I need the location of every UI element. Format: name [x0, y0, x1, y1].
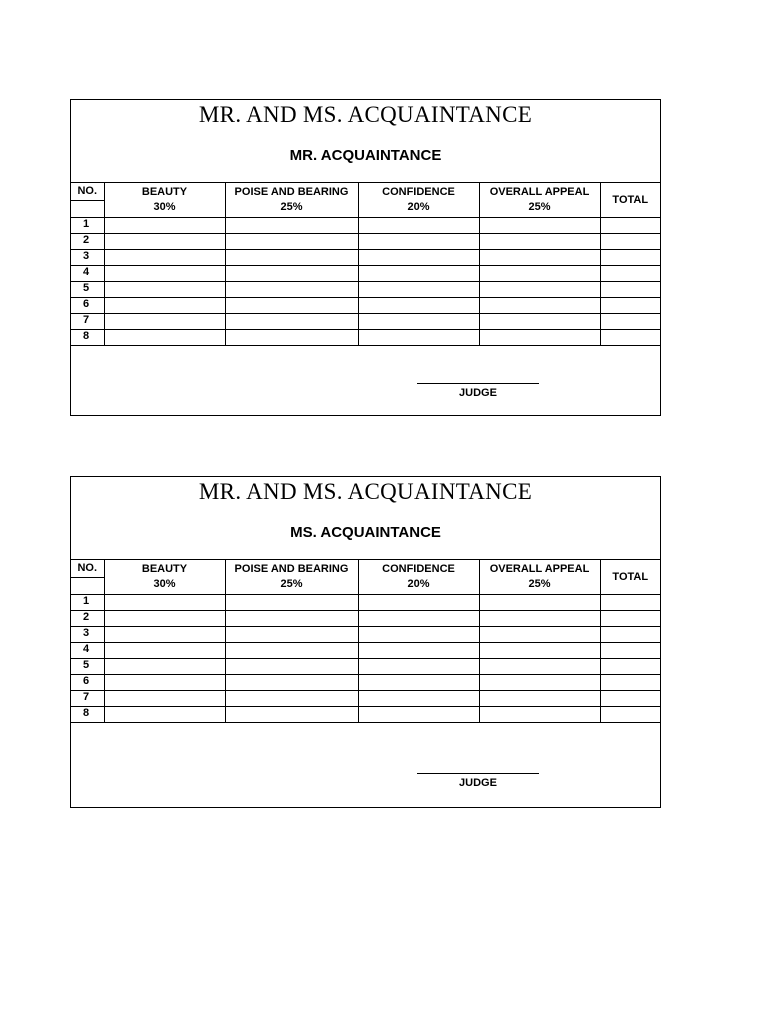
row-number: 6 — [71, 298, 104, 314]
total-cell[interactable] — [600, 250, 660, 266]
no-header-label: NO. — [77, 185, 98, 197]
table-row — [71, 659, 660, 675]
sheet-title: MR. AND MS. ACQUAINTANCE — [198, 102, 533, 127]
score-cell[interactable] — [104, 627, 225, 643]
criterion-name: BEAUTY — [141, 563, 188, 575]
score-cell[interactable] — [104, 298, 225, 314]
score-cell[interactable] — [358, 298, 479, 314]
score-cell[interactable] — [104, 611, 225, 627]
criterion-name: BEAUTY — [141, 186, 188, 198]
total-header: TOTAL — [600, 183, 660, 218]
table-row — [71, 314, 660, 330]
row-number: 3 — [71, 250, 104, 266]
criterion-name: POISE AND BEARING — [234, 186, 349, 198]
table-row — [71, 707, 660, 723]
score-cell[interactable] — [104, 595, 225, 611]
row-number: 1 — [71, 595, 104, 611]
table-row — [71, 595, 660, 611]
score-cell[interactable] — [479, 611, 600, 627]
criterion-percent: 30% — [153, 201, 176, 213]
table-row — [71, 691, 660, 707]
score-cell[interactable] — [104, 314, 225, 330]
judge-label: JUDGE — [459, 387, 497, 399]
score-cell[interactable] — [225, 659, 358, 675]
criterion-header — [225, 183, 358, 218]
total-cell[interactable] — [600, 330, 660, 346]
criterion-header — [358, 560, 479, 595]
score-cell[interactable] — [225, 611, 358, 627]
total-cell[interactable] — [600, 611, 660, 627]
criterion-header — [104, 183, 225, 218]
score-cell[interactable] — [479, 659, 600, 675]
score-cell[interactable] — [225, 314, 358, 330]
score-cell[interactable] — [479, 643, 600, 659]
score-cell[interactable] — [225, 282, 358, 298]
score-cell[interactable] — [358, 675, 479, 691]
row-number: 6 — [71, 675, 104, 691]
score-sheet-ms — [70, 476, 661, 808]
score-table — [71, 182, 660, 346]
criterion-percent: 20% — [407, 201, 430, 213]
criterion-percent: 20% — [407, 578, 430, 590]
score-cell[interactable] — [479, 595, 600, 611]
sheet-title: MR. AND MS. ACQUAINTANCE — [198, 479, 533, 504]
score-cell[interactable] — [479, 314, 600, 330]
header-row — [71, 183, 660, 218]
table-row — [71, 234, 660, 250]
score-cell[interactable] — [479, 266, 600, 282]
total-cell[interactable] — [600, 595, 660, 611]
score-cell[interactable] — [104, 643, 225, 659]
score-cell[interactable] — [104, 282, 225, 298]
total-cell[interactable] — [600, 659, 660, 675]
score-cell[interactable] — [358, 250, 479, 266]
score-cell[interactable] — [225, 627, 358, 643]
total-cell[interactable] — [600, 282, 660, 298]
score-cell[interactable] — [104, 691, 225, 707]
score-cell[interactable] — [104, 675, 225, 691]
criterion-name: OVERALL APPEAL — [489, 563, 590, 575]
criterion-header — [479, 560, 600, 595]
row-number: 2 — [71, 234, 104, 250]
criterion-header — [358, 183, 479, 218]
row-number: 1 — [71, 218, 104, 234]
row-number: 4 — [71, 643, 104, 659]
table-row — [71, 218, 660, 234]
score-cell[interactable] — [358, 282, 479, 298]
judge-signature-line[interactable] — [417, 773, 539, 774]
criterion-percent: 25% — [528, 201, 551, 213]
criterion-name: CONFIDENCE — [382, 563, 455, 575]
criterion-name: CONFIDENCE — [382, 186, 455, 198]
score-cell[interactable] — [479, 707, 600, 723]
score-cell[interactable] — [358, 691, 479, 707]
criterion-name: OVERALL APPEAL — [489, 186, 590, 198]
score-cell[interactable] — [225, 250, 358, 266]
score-sheet-mr — [70, 99, 661, 416]
score-cell[interactable] — [479, 250, 600, 266]
score-cell[interactable] — [479, 218, 600, 234]
criterion-percent: 25% — [280, 201, 303, 213]
row-number: 8 — [71, 707, 104, 723]
score-cell[interactable] — [479, 691, 600, 707]
header-row — [71, 560, 660, 595]
score-cell[interactable] — [104, 266, 225, 282]
no-header-label: NO. — [77, 562, 98, 574]
row-number: 7 — [71, 314, 104, 330]
score-cell[interactable] — [104, 659, 225, 675]
total-cell[interactable] — [600, 691, 660, 707]
judge-signature-line[interactable] — [417, 383, 539, 384]
total-cell[interactable] — [600, 643, 660, 659]
total-cell[interactable] — [600, 627, 660, 643]
score-cell[interactable] — [104, 250, 225, 266]
score-cell[interactable] — [479, 234, 600, 250]
score-cell[interactable] — [104, 330, 225, 346]
score-cell[interactable] — [225, 675, 358, 691]
total-cell[interactable] — [600, 298, 660, 314]
score-table — [71, 559, 660, 723]
score-cell[interactable] — [225, 595, 358, 611]
total-cell[interactable] — [600, 314, 660, 330]
row-number: 3 — [71, 627, 104, 643]
score-cell[interactable] — [225, 266, 358, 282]
row-number: 5 — [71, 659, 104, 675]
score-cell[interactable] — [104, 234, 225, 250]
table-row — [71, 675, 660, 691]
no-header-divider — [71, 577, 104, 578]
total-cell[interactable] — [600, 707, 660, 723]
score-cell[interactable] — [358, 218, 479, 234]
table-row — [71, 250, 660, 266]
table-row — [71, 611, 660, 627]
table-row — [71, 266, 660, 282]
criterion-header — [479, 183, 600, 218]
table-row — [71, 298, 660, 314]
score-cell[interactable] — [104, 707, 225, 723]
score-cell[interactable] — [225, 707, 358, 723]
score-cell[interactable] — [479, 330, 600, 346]
score-cell[interactable] — [358, 659, 479, 675]
score-cell[interactable] — [358, 611, 479, 627]
score-cell[interactable] — [479, 298, 600, 314]
criterion-header — [225, 560, 358, 595]
score-cell[interactable] — [358, 330, 479, 346]
judge-label: JUDGE — [459, 777, 497, 789]
row-number: 7 — [71, 691, 104, 707]
score-cell[interactable] — [479, 282, 600, 298]
score-cell[interactable] — [358, 234, 479, 250]
score-cell[interactable] — [358, 266, 479, 282]
table-row — [71, 643, 660, 659]
no-header — [71, 560, 104, 595]
score-cell[interactable] — [479, 675, 600, 691]
total-cell[interactable] — [600, 266, 660, 282]
criterion-percent: 25% — [280, 578, 303, 590]
score-cell[interactable] — [358, 707, 479, 723]
no-header — [71, 183, 104, 218]
score-cell[interactable] — [104, 218, 225, 234]
score-cell[interactable] — [358, 314, 479, 330]
row-number: 8 — [71, 330, 104, 346]
score-cell[interactable] — [225, 691, 358, 707]
row-number: 4 — [71, 266, 104, 282]
table-row — [71, 282, 660, 298]
criterion-percent: 30% — [153, 578, 176, 590]
table-row — [71, 627, 660, 643]
score-cell[interactable] — [358, 643, 479, 659]
score-cell[interactable] — [225, 234, 358, 250]
table-row — [71, 330, 660, 346]
sheet-subtitle: MR. ACQUAINTANCE — [289, 147, 442, 164]
total-cell[interactable] — [600, 234, 660, 250]
score-cell[interactable] — [479, 627, 600, 643]
score-cell[interactable] — [225, 298, 358, 314]
total-cell[interactable] — [600, 218, 660, 234]
row-number: 5 — [71, 282, 104, 298]
score-cell[interactable] — [358, 595, 479, 611]
score-cell[interactable] — [225, 330, 358, 346]
total-cell[interactable] — [600, 675, 660, 691]
sheet-subtitle: MS. ACQUAINTANCE — [290, 524, 441, 541]
score-cell[interactable] — [225, 218, 358, 234]
score-cell[interactable] — [358, 627, 479, 643]
row-number: 2 — [71, 611, 104, 627]
total-header: TOTAL — [600, 560, 660, 595]
criterion-name: POISE AND BEARING — [234, 563, 349, 575]
criterion-percent: 25% — [528, 578, 551, 590]
no-header-divider — [71, 200, 104, 201]
score-cell[interactable] — [225, 643, 358, 659]
criterion-header — [104, 560, 225, 595]
